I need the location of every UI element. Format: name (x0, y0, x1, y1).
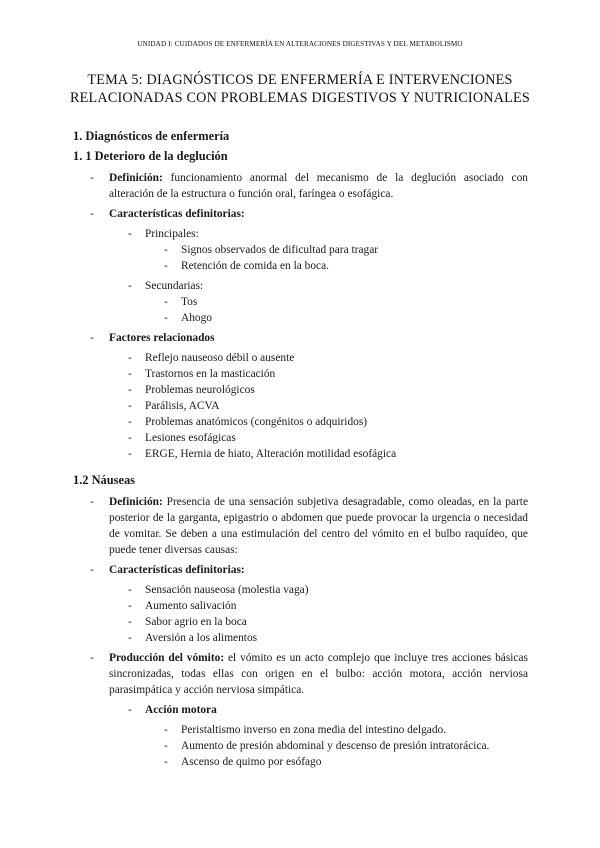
principales-label: Principales: (145, 228, 199, 240)
bullet-dash: - (90, 564, 94, 576)
list-item-text: Aumento salivación (145, 600, 237, 612)
secundarias-heading (73, 278, 528, 294)
bullet-dash: - (128, 228, 132, 240)
accion-motora-list (73, 722, 528, 770)
list-item (73, 614, 528, 630)
bullet-dash: - (128, 280, 132, 292)
list-item-text: Aumento de presión abdominal y descenso de presión intratorácica. (181, 740, 490, 752)
factores-list (73, 350, 528, 462)
running-header: UNIDAD I: CUIDADOS DE ENFERMERÍA EN ALTERACIONES DIGESTIVAS Y DEL METABOLISMO (137, 40, 463, 48)
bullet-dash: - (128, 432, 132, 444)
caracteristicas-heading (73, 206, 528, 222)
list-item (73, 242, 528, 258)
list-item-text: Peristaltismo inverso en zona media del intestino delgado. (181, 724, 447, 736)
list-item-text: Lesiones esofágicas (145, 432, 236, 444)
bullet-dash: - (90, 172, 94, 184)
list-item-text: Ahogo (181, 312, 213, 324)
list-item (73, 366, 528, 382)
caracteristicas-list (73, 582, 528, 646)
title-line-2: RELACIONADAS CON PROBLEMAS DIGESTIVOS Y NUTRICIONALES (69, 90, 530, 106)
list-item-text: Signos observados de dificultad para tragar (181, 244, 379, 256)
list-item-text: Sabor agrio en la boca (145, 616, 247, 628)
bullet-dash: - (128, 584, 132, 596)
list-item-text: Reflejo nauseoso débil o ausente (145, 352, 295, 364)
bullet-dash: - (128, 368, 132, 380)
list-item (73, 582, 528, 598)
factores-heading (73, 330, 528, 346)
page-title (0, 71, 600, 107)
list-item (73, 630, 528, 646)
bullet-dash: - (128, 416, 132, 428)
produccion-label: Producción del vómito: (109, 652, 225, 664)
list-item-text: Parálisis, ACVA (145, 400, 220, 412)
list-item (73, 258, 528, 274)
bullet-dash: - (128, 600, 132, 612)
document-body (73, 128, 528, 770)
list-item (73, 350, 528, 366)
bullet-dash: - (164, 724, 168, 736)
bullet-dash: - (164, 312, 168, 324)
list-item-text: Problemas neurológicos (145, 384, 255, 396)
produccion-vomito (73, 650, 528, 698)
list-item-text: Sensación nauseosa (molestia vaga) (145, 584, 309, 596)
caracteristicas-label: Características definitorias: (109, 208, 245, 220)
bullet-dash: - (164, 260, 168, 272)
definition-label: Definición: (109, 496, 163, 508)
list-item (73, 382, 528, 398)
secundarias-label: Secundarias: (145, 280, 204, 292)
list-item (73, 738, 528, 754)
definition-deglucion (73, 170, 528, 202)
list-item-text: Tos (181, 296, 198, 308)
bullet-dash: - (90, 652, 94, 664)
bullet-dash: - (90, 496, 94, 508)
list-item (73, 398, 528, 414)
list-item (73, 446, 528, 462)
caracteristicas-label: Características definitorias: (109, 564, 245, 576)
definition-text: funcionamiento anormal del mecanismo de la deglución asociado con alteración de la estructura o función oral, faríngea o esofágica. (109, 172, 528, 200)
definition-nauseas (73, 494, 528, 558)
accion-motora-label: Acción motora (145, 704, 217, 716)
accion-motora-heading (73, 702, 528, 718)
list-item (73, 754, 528, 770)
list-item-text: Ascenso de quimo por esófago (181, 756, 322, 768)
caracteristicas-heading (73, 562, 528, 578)
section-heading-1-1: 1. 1 Deterioro de la deglución (73, 149, 228, 163)
section-heading-1: 1. Diagnósticos de enfermería (73, 129, 230, 143)
title-line-1: TEMA 5: DIAGNÓSTICOS DE ENFERMERÍA E INTERVENCIONES (87, 72, 513, 88)
produccion-text: el vómito es un acto complejo que incluye tres acciones básicas sincronizadas, todas ellas con origen en el bulbo: acción motora, acción nerviosa parasimpática y acción nerviosa simpática. (109, 652, 528, 696)
factores-label: Factores relacionados (109, 332, 215, 344)
bullet-dash: - (164, 244, 168, 256)
section-heading-1-2: 1.2 Náuseas (73, 473, 135, 487)
secundarias-group (73, 278, 528, 326)
list-item-text: Trastornos en la masticación (145, 368, 276, 380)
bullet-dash: - (164, 296, 168, 308)
bullet-dash: - (164, 740, 168, 752)
bullet-dash: - (128, 384, 132, 396)
list-item-text: Aversión a los alimentos (145, 632, 258, 644)
list-item-text: Retención de comida en la boca. (181, 260, 330, 272)
list-item (73, 310, 528, 326)
list-item (73, 414, 528, 430)
list-item-text: Problemas anatómicos (congénitos o adquiridos) (145, 416, 368, 428)
list-item-text: ERGE, Hernia de hiato, Alteración motilidad esofágica (145, 448, 397, 460)
principales-heading (73, 226, 528, 242)
list-item (73, 722, 528, 738)
bullet-dash: - (90, 332, 94, 344)
bullet-dash: - (128, 616, 132, 628)
definition-text: Presencia de una sensación subjetiva desagradable, como oleadas, en la parte posterior de la garganta, epigastrio o abdomen que puede provocar la urgencia o necesidad de vomitar. Se deben a una estimulación del centro del vómito en el bulbo raquídeo, que puede tener diversas causas: (109, 496, 528, 556)
bullet-dash: - (90, 208, 94, 220)
list-item (73, 294, 528, 310)
bullet-dash: - (128, 632, 132, 644)
bullet-dash: - (128, 400, 132, 412)
bullet-dash: - (128, 704, 132, 716)
bullet-dash: - (164, 756, 168, 768)
definition-label: Definición: (109, 172, 163, 184)
list-item (73, 598, 528, 614)
principales-group (73, 226, 528, 274)
bullet-dash: - (128, 352, 132, 364)
bullet-dash: - (128, 448, 132, 460)
list-item (73, 430, 528, 446)
